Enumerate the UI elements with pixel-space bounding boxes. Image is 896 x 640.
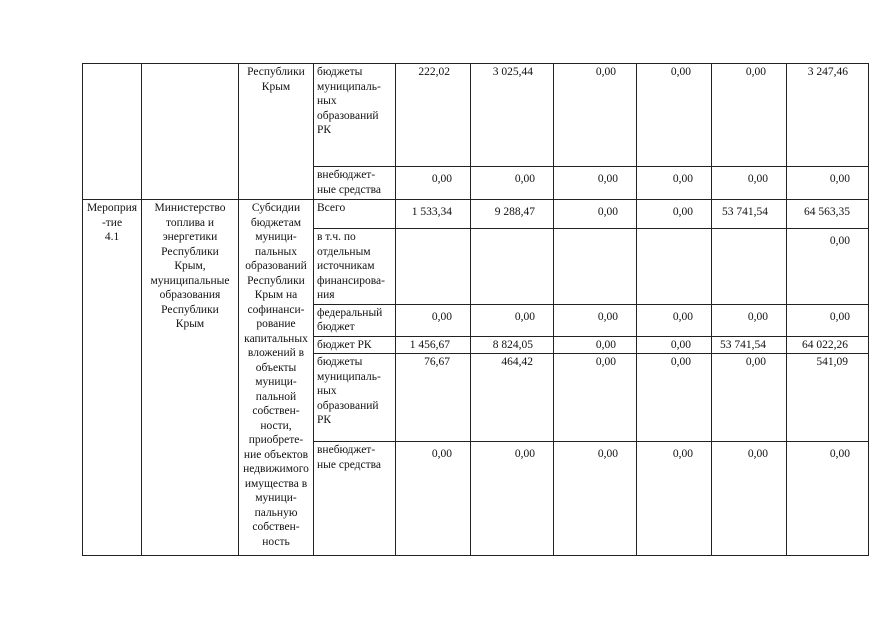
value-cell: 0,00 [637,304,712,336]
source-cell: внебюджет- ные средства [314,442,396,556]
table-row [83,64,869,167]
value-cell: 0,00 [787,167,869,200]
source-cell: бюджет РК [314,336,396,354]
description-cell-continued: Республики Крым [239,64,314,200]
value-cell: 53 741,54 [712,336,787,354]
source-cell: федеральный бюджет [314,304,396,336]
source-cell: внебюджет- ные средства [314,167,396,200]
source-cell: бюджеты муниципаль- ных образований РК [314,354,396,442]
value-cell: 464,42 [471,354,554,442]
value-cell: 541,09 [787,354,869,442]
value-cell [554,229,637,305]
value-cell: 1 456,67 [396,336,471,354]
value-cell: 0,00 [712,64,787,167]
value-cell: 0,00 [712,304,787,336]
value-cell: 64 022,26 [787,336,869,354]
value-cell: 8 824,05 [471,336,554,354]
executor-cell-empty [142,64,239,200]
value-cell [637,229,712,305]
value-cell: 0,00 [712,442,787,556]
source-cell: в т.ч. по отдельным источникам финансирова- ния [314,229,396,305]
value-cell: 0,00 [637,336,712,354]
value-cell: 1 533,34 [396,200,471,229]
value-cell: 9 288,47 [471,200,554,229]
value-cell: 0,00 [554,167,637,200]
budget-table [82,63,869,556]
value-cell: 3 247,46 [787,64,869,167]
value-cell: 53 741,54 [712,200,787,229]
value-cell: 0,00 [787,229,869,305]
value-cell: 0,00 [554,442,637,556]
value-cell: 0,00 [712,167,787,200]
source-cell: Всего [314,200,396,229]
value-cell: 64 563,35 [787,200,869,229]
value-cell: 0,00 [396,304,471,336]
value-cell: 0,00 [787,304,869,336]
executor-cell: Министерство топлива и энергетики Республики Крым, муниципальные образования Республики Крым [142,200,239,556]
value-cell: 222,02 [396,64,471,167]
value-cell: 0,00 [554,200,637,229]
value-cell: 0,00 [471,304,554,336]
value-cell: 0,00 [396,167,471,200]
value-cell: 76,67 [396,354,471,442]
value-cell: 0,00 [637,200,712,229]
value-cell: 0,00 [471,167,554,200]
description-cell: Субсидии бюджетам муници- пальных образований Республики Крым на софинанси- рование капитальных вложений в объекты муници- пальной собствен- ности, приобрете- ние объектов недвижимого имущества в муници- пальную собствен- ность [239,200,314,556]
value-cell [396,229,471,305]
value-cell: 0,00 [712,354,787,442]
code-cell-empty [83,64,142,200]
value-cell [712,229,787,305]
value-cell: 0,00 [471,442,554,556]
source-cell: бюджеты муниципаль- ных образований РК [314,64,396,167]
value-cell: 0,00 [637,354,712,442]
value-cell: 3 025,44 [471,64,554,167]
measure-code-cell: Мероприя -тие 4.1 [83,200,142,556]
value-cell: 0,00 [637,442,712,556]
value-cell: 0,00 [396,442,471,556]
value-cell [471,229,554,305]
value-cell: 0,00 [554,354,637,442]
value-cell: 0,00 [554,304,637,336]
value-cell: 0,00 [554,336,637,354]
table-row [83,200,869,229]
value-cell: 0,00 [637,64,712,167]
value-cell: 0,00 [637,167,712,200]
value-cell: 0,00 [787,442,869,556]
value-cell: 0,00 [554,64,637,167]
